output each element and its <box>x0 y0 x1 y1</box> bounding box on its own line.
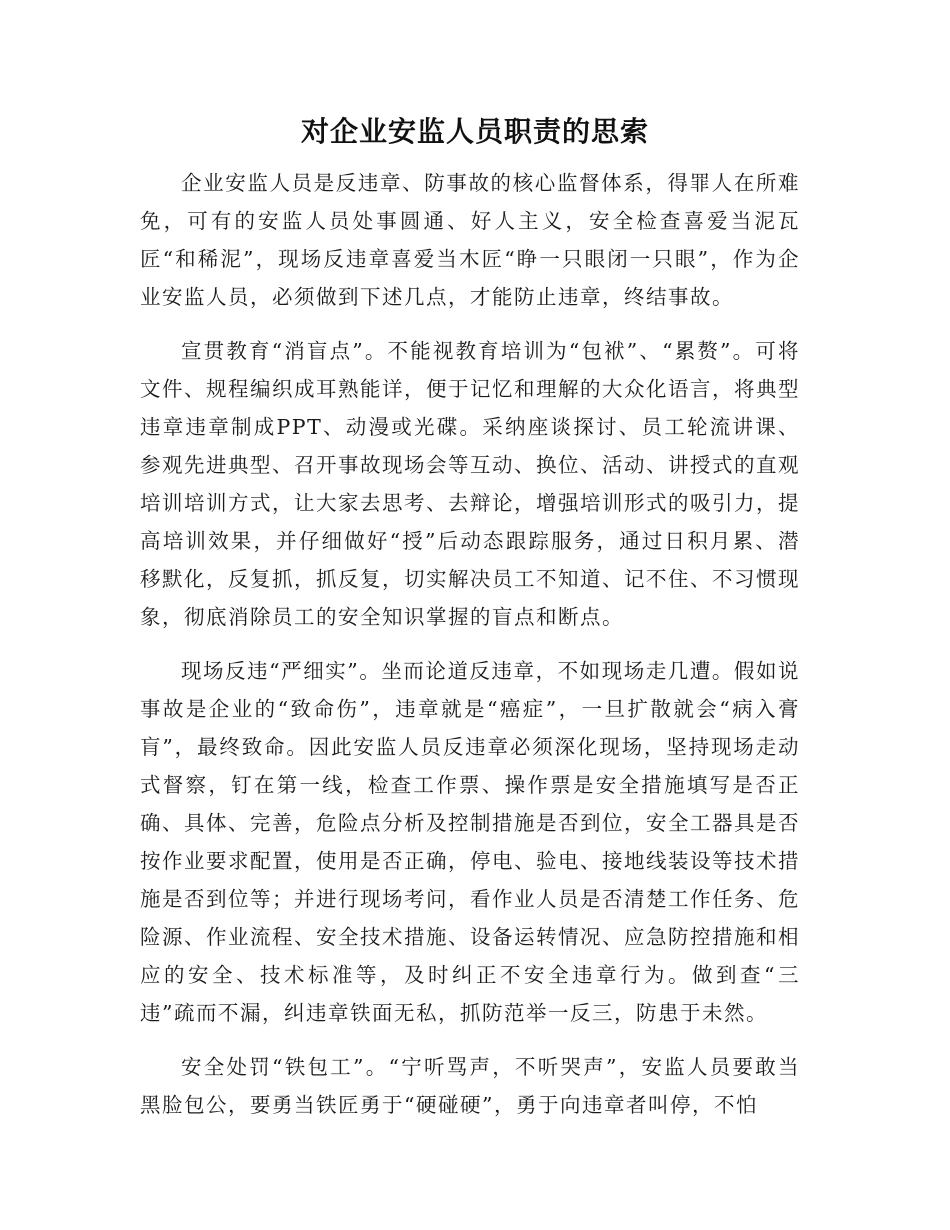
paragraph-education: 宣贯教育“消盲点”。不能视教育培训为“包袱”、“累赘”。可将文件、规程编织成耳熟能详，便于记忆和理解的大众化语言，将典型违章违章制成PPT、动漫或光碟。采纳座谈探讨、员工轮流讲课、参观先进典型、召开事故现场会等互动、换位、活动、讲授式的直观培训培训方式，让大家去思考、去辩论，增强培训形式的吸引力，提高培训效果，并仔细做好“授”后动态跟踪服务，通过日积月累、潜移默化，反复抓，抓反复，切实解决员工不知道、记不住、不习惯现象，彻底消除员工的安全知识掌握的盲点和断点。 <box>140 339 800 629</box>
paragraph-intro: 企业安监人员是反违章、防事故的核心监督体系，得罪人在所难免，可有的安监人员处事圆通、好人主义，安全检查喜爱当泥瓦匠“和稀泥”，现场反违章喜爱当木匠“睁一只眼闭一只眼”，作为企业安监人员，必须做到下述几点，才能防止违章，终结事故。 <box>140 171 800 309</box>
paragraph-onsite-inspection: 现场反违“严细实”。坐而论道反违章，不如现场走几遭。假如说事故是企业的“致命伤”，违章就是“癌症”，一旦扩散就会“病入膏肓”，最终致命。因此安监人员反违章必须深化现场，坚持现场走动式督察，钉在第一线，检查工作票、操作票是安全措施填写是否正确、具体、完善，危险点分析及控制措施是否到位，安全工器具是否按作业要求配置，使用是否正确，停电、验电、接地线装设等技术措施是否到位等；并进行现场考问，看作业人员是否清楚工作任务、危险源、作业流程、安全技术措施、设备运转情况、应急防控措施和相应的安全、技术标准等，及时纠正不安全违章行为。做到查“三违”疏而不漏，纠违章铁面无私，抓防范举一反三，防患于未然。 <box>140 659 800 1025</box>
document-body <box>140 164 800 1140</box>
document-title: 对企业安监人员职责的思索 <box>300 115 649 148</box>
paragraph-safety-penalty: 安全处罚“铁包工”。“宁听骂声，不听哭声”，安监人员要敢当黑脸包公，要勇当铁匠勇于“硬碰硬”，勇于向违章者叫停，不怕 <box>140 1055 800 1117</box>
